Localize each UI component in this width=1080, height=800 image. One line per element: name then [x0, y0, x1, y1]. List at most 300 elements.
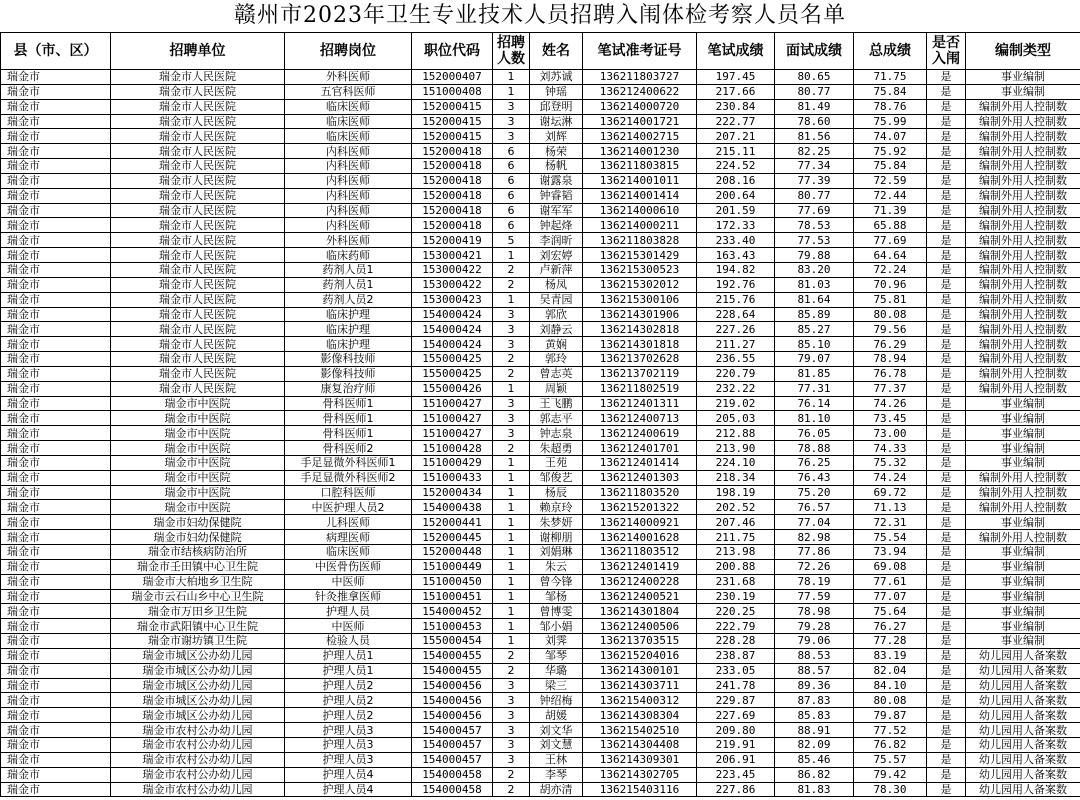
count-cell: 6 [493, 173, 530, 188]
total-score-cell: 76.29 [854, 337, 927, 352]
table-row [1, 485, 1080, 500]
code-cell: 151000433 [412, 470, 493, 485]
staffing-type-cell: 编制外用人控制数 [966, 233, 1080, 248]
total-score-cell: 71.39 [854, 203, 927, 218]
shortlisted-cell: 是 [927, 767, 966, 782]
position-cell: 检验人员 [285, 634, 412, 649]
name-cell: 刘辉 [530, 129, 583, 144]
county-cell: 瑞金市 [1, 530, 111, 545]
county-cell: 瑞金市 [1, 693, 111, 708]
name-cell: 刘文慧 [530, 737, 583, 752]
staffing-type-cell: 编制外用人控制数 [966, 307, 1080, 322]
count-cell: 1 [493, 604, 530, 619]
count-cell: 1 [493, 70, 530, 85]
table-row [1, 515, 1080, 530]
interview-score-cell: 75.20 [775, 485, 854, 500]
unit-cell: 瑞金市城区公办幼儿园 [111, 693, 285, 708]
staffing-type-cell: 幼儿园用人备案数 [966, 693, 1080, 708]
written-score-cell: 219.91 [697, 737, 775, 752]
total-score-cell: 75.84 [854, 159, 927, 174]
code-cell: 154000456 [412, 693, 493, 708]
header-exam-id: 笔试准考证号 [583, 33, 697, 70]
name-cell: 朱云 [530, 559, 583, 574]
code-cell: 151000449 [412, 559, 493, 574]
staffing-type-cell: 编制外用人控制数 [966, 218, 1080, 233]
written-score-cell: 200.88 [697, 559, 775, 574]
written-score-cell: 227.86 [697, 782, 775, 797]
interview-score-cell: 76.05 [775, 426, 854, 441]
name-cell: 谢坛淋 [530, 114, 583, 129]
code-cell: 152000448 [412, 545, 493, 560]
interview-score-cell: 79.88 [775, 248, 854, 263]
table-row [1, 337, 1080, 352]
interview-score-cell: 88.53 [775, 648, 854, 663]
code-cell: 152000418 [412, 159, 493, 174]
exam-id-cell: 136211803727 [583, 70, 697, 85]
name-cell: 王飞鹏 [530, 396, 583, 411]
unit-cell: 瑞金市人民医院 [111, 70, 285, 85]
unit-cell: 瑞金市农村公办幼儿园 [111, 767, 285, 782]
count-cell: 1 [493, 530, 530, 545]
count-cell: 3 [493, 693, 530, 708]
code-cell: 154000452 [412, 604, 493, 619]
exam-id-cell: 136215302012 [583, 277, 697, 292]
exam-id-cell: 136212400228 [583, 574, 697, 589]
written-score-cell: 227.69 [697, 708, 775, 723]
position-cell: 临床护理 [285, 322, 412, 337]
interview-score-cell: 82.09 [775, 737, 854, 752]
code-cell: 151000451 [412, 589, 493, 604]
exam-id-cell: 136212401303 [583, 470, 697, 485]
staffing-type-cell: 编制外用人控制数 [966, 470, 1080, 485]
exam-id-cell: 136215204016 [583, 648, 697, 663]
position-cell: 五官科医师 [285, 84, 412, 99]
interview-score-cell: 81.10 [775, 411, 854, 426]
written-score-cell: 213.90 [697, 441, 775, 456]
exam-id-cell: 136212401414 [583, 455, 697, 470]
shortlisted-cell: 是 [927, 500, 966, 515]
exam-id-cell: 136215301429 [583, 248, 697, 263]
county-cell: 瑞金市 [1, 589, 111, 604]
table-row [1, 114, 1080, 129]
written-score-cell: 233.40 [697, 233, 775, 248]
code-cell: 154000438 [412, 500, 493, 515]
interview-score-cell: 85.27 [775, 322, 854, 337]
written-score-cell: 197.45 [697, 70, 775, 85]
position-cell: 临床医师 [285, 114, 412, 129]
name-cell: 刘霁 [530, 634, 583, 649]
table-row [1, 574, 1080, 589]
position-cell: 护理人员4 [285, 782, 412, 797]
unit-cell: 瑞金市农村公办幼儿园 [111, 752, 285, 767]
table-row [1, 292, 1080, 307]
total-score-cell: 75.32 [854, 455, 927, 470]
written-score-cell: 219.02 [697, 396, 775, 411]
code-cell: 151000429 [412, 455, 493, 470]
total-score-cell: 76.82 [854, 737, 927, 752]
name-cell: 钟志泉 [530, 426, 583, 441]
unit-cell: 瑞金市妇幼保健院 [111, 530, 285, 545]
unit-cell: 瑞金市城区公办幼儿园 [111, 678, 285, 693]
interview-score-cell: 81.85 [775, 366, 854, 381]
code-cell: 154000424 [412, 307, 493, 322]
county-cell: 瑞金市 [1, 203, 111, 218]
code-cell: 154000424 [412, 322, 493, 337]
total-score-cell: 70.96 [854, 277, 927, 292]
exam-id-cell: 136214000720 [583, 99, 697, 114]
table-row [1, 396, 1080, 411]
count-cell: 6 [493, 188, 530, 203]
interview-score-cell: 79.28 [775, 619, 854, 634]
interview-score-cell: 78.98 [775, 604, 854, 619]
total-score-cell: 77.61 [854, 574, 927, 589]
staffing-type-cell: 幼儿园用人备案数 [966, 767, 1080, 782]
header-written-score: 笔试成绩 [697, 33, 775, 70]
county-cell: 瑞金市 [1, 84, 111, 99]
written-score-cell: 222.77 [697, 114, 775, 129]
header-shortlisted: 是否入闱 [927, 33, 966, 70]
table-row [1, 737, 1080, 752]
shortlisted-cell: 是 [927, 114, 966, 129]
county-cell: 瑞金市 [1, 545, 111, 560]
exam-id-cell: 136214308304 [583, 708, 697, 723]
interview-score-cell: 77.86 [775, 545, 854, 560]
position-cell: 护理人员2 [285, 693, 412, 708]
county-cell: 瑞金市 [1, 277, 111, 292]
table-row [1, 277, 1080, 292]
name-cell: 华璐 [530, 663, 583, 678]
count-cell: 6 [493, 159, 530, 174]
shortlisted-cell: 是 [927, 233, 966, 248]
count-cell: 1 [493, 619, 530, 634]
position-cell: 临床护理 [285, 307, 412, 322]
name-cell: 李琴 [530, 767, 583, 782]
shortlisted-cell: 是 [927, 515, 966, 530]
interview-score-cell: 77.04 [775, 515, 854, 530]
header-unit: 招聘单位 [111, 33, 285, 70]
shortlisted-cell: 是 [927, 619, 966, 634]
shortlisted-cell: 是 [927, 589, 966, 604]
unit-cell: 瑞金市城区公办幼儿园 [111, 663, 285, 678]
code-cell: 155000426 [412, 381, 493, 396]
staffing-type-cell: 事业编制 [966, 515, 1080, 530]
exam-id-cell: 136215300106 [583, 292, 697, 307]
exam-id-cell: 136212401419 [583, 559, 697, 574]
name-cell: 刘静云 [530, 322, 583, 337]
total-score-cell: 72.31 [854, 515, 927, 530]
name-cell: 邱登明 [530, 99, 583, 114]
position-cell: 临床护理 [285, 337, 412, 352]
table-row [1, 767, 1080, 782]
written-score-cell: 207.21 [697, 129, 775, 144]
table-row [1, 441, 1080, 456]
total-score-cell: 74.33 [854, 441, 927, 456]
exam-id-cell: 136214302818 [583, 322, 697, 337]
count-cell: 3 [493, 307, 530, 322]
shortlisted-cell: 是 [927, 173, 966, 188]
total-score-cell: 74.07 [854, 129, 927, 144]
code-cell: 152000419 [412, 233, 493, 248]
code-cell: 153000423 [412, 292, 493, 307]
unit-cell: 瑞金市人民医院 [111, 144, 285, 159]
code-cell: 154000424 [412, 337, 493, 352]
code-cell: 152000441 [412, 515, 493, 530]
table-row [1, 248, 1080, 263]
position-cell: 内科医师 [285, 173, 412, 188]
count-cell: 1 [493, 515, 530, 530]
county-cell: 瑞金市 [1, 604, 111, 619]
count-cell: 1 [493, 292, 530, 307]
count-cell: 2 [493, 663, 530, 678]
table-row [1, 84, 1080, 99]
count-cell: 3 [493, 426, 530, 441]
interview-score-cell: 79.06 [775, 634, 854, 649]
unit-cell: 瑞金市人民医院 [111, 159, 285, 174]
unit-cell: 瑞金市人民医院 [111, 173, 285, 188]
staffing-type-cell: 事业编制 [966, 604, 1080, 619]
code-cell: 153000422 [412, 262, 493, 277]
name-cell: 赖京玲 [530, 500, 583, 515]
name-cell: 李润昕 [530, 233, 583, 248]
table-row [1, 708, 1080, 723]
interview-score-cell: 87.83 [775, 693, 854, 708]
position-cell: 护理人员1 [285, 648, 412, 663]
name-cell: 郭欣 [530, 307, 583, 322]
county-cell: 瑞金市 [1, 381, 111, 396]
position-cell: 护理人员3 [285, 723, 412, 738]
unit-cell: 瑞金市农村公办幼儿园 [111, 782, 285, 797]
interview-score-cell: 76.14 [775, 396, 854, 411]
unit-cell: 瑞金市人民医院 [111, 307, 285, 322]
county-cell: 瑞金市 [1, 619, 111, 634]
exam-id-cell: 136215402510 [583, 723, 697, 738]
county-cell: 瑞金市 [1, 678, 111, 693]
written-score-cell: 211.75 [697, 530, 775, 545]
total-score-cell: 75.54 [854, 530, 927, 545]
total-score-cell: 69.72 [854, 485, 927, 500]
written-score-cell: 230.19 [697, 589, 775, 604]
name-cell: 周颖 [530, 381, 583, 396]
count-cell: 1 [493, 455, 530, 470]
table-row [1, 233, 1080, 248]
total-score-cell: 75.64 [854, 604, 927, 619]
unit-cell: 瑞金市城区公办幼儿园 [111, 708, 285, 723]
position-cell: 内科医师 [285, 203, 412, 218]
count-cell: 5 [493, 233, 530, 248]
code-cell: 154000457 [412, 737, 493, 752]
code-cell: 154000457 [412, 723, 493, 738]
shortlisted-cell: 是 [927, 188, 966, 203]
total-score-cell: 77.37 [854, 381, 927, 396]
position-cell: 护理人员3 [285, 737, 412, 752]
interview-score-cell: 76.25 [775, 455, 854, 470]
written-score-cell: 194.82 [697, 262, 775, 277]
total-score-cell: 75.84 [854, 84, 927, 99]
staffing-type-cell: 事业编制 [966, 426, 1080, 441]
count-cell: 3 [493, 322, 530, 337]
code-cell: 151000450 [412, 574, 493, 589]
staffing-type-cell: 编制外用人控制数 [966, 485, 1080, 500]
exam-id-cell: 136212401311 [583, 396, 697, 411]
unit-cell: 瑞金市人民医院 [111, 352, 285, 367]
county-cell: 瑞金市 [1, 663, 111, 678]
position-cell: 护理人员3 [285, 752, 412, 767]
county-cell: 瑞金市 [1, 352, 111, 367]
exam-id-cell: 136215400312 [583, 693, 697, 708]
total-score-cell: 83.19 [854, 648, 927, 663]
written-score-cell: 224.52 [697, 159, 775, 174]
name-cell: 王苑 [530, 455, 583, 470]
total-score-cell: 75.99 [854, 114, 927, 129]
staffing-type-cell: 事业编制 [966, 396, 1080, 411]
interview-score-cell: 85.89 [775, 307, 854, 322]
written-score-cell: 206.91 [697, 752, 775, 767]
code-cell: 151000427 [412, 426, 493, 441]
name-cell: 杨凤 [530, 277, 583, 292]
written-score-cell: 217.66 [697, 84, 775, 99]
name-cell: 吴青园 [530, 292, 583, 307]
county-cell: 瑞金市 [1, 559, 111, 574]
count-cell: 1 [493, 559, 530, 574]
exam-id-cell: 136215300523 [583, 262, 697, 277]
written-score-cell: 202.52 [697, 500, 775, 515]
position-cell: 内科医师 [285, 144, 412, 159]
exam-id-cell: 136214301804 [583, 604, 697, 619]
header-name: 姓名 [530, 33, 583, 70]
unit-cell: 瑞金市人民医院 [111, 248, 285, 263]
code-cell: 152000418 [412, 173, 493, 188]
unit-cell: 瑞金市人民医院 [111, 129, 285, 144]
shortlisted-cell: 是 [927, 559, 966, 574]
total-score-cell: 74.26 [854, 396, 927, 411]
exam-id-cell: 136215201322 [583, 500, 697, 515]
table-row [1, 426, 1080, 441]
county-cell: 瑞金市 [1, 737, 111, 752]
interview-score-cell: 81.56 [775, 129, 854, 144]
written-score-cell: 213.98 [697, 545, 775, 560]
table-row [1, 144, 1080, 159]
staffing-type-cell: 事业编制 [966, 574, 1080, 589]
exam-id-cell: 136214309301 [583, 752, 697, 767]
header-position: 招聘岗位 [285, 33, 412, 70]
header-county: 县（市、区） [1, 33, 111, 70]
staffing-type-cell: 编制外用人控制数 [966, 129, 1080, 144]
table-row [1, 648, 1080, 663]
name-cell: 郭玲 [530, 352, 583, 367]
position-cell: 护理人员2 [285, 678, 412, 693]
unit-cell: 瑞金市中医院 [111, 455, 285, 470]
interview-score-cell: 80.65 [775, 70, 854, 85]
count-cell: 3 [493, 114, 530, 129]
shortlisted-cell: 是 [927, 455, 966, 470]
code-cell: 154000457 [412, 752, 493, 767]
total-score-cell: 75.57 [854, 752, 927, 767]
exam-id-cell: 136214303711 [583, 678, 697, 693]
code-cell: 153000421 [412, 248, 493, 263]
header-total-score: 总成绩 [854, 33, 927, 70]
county-cell: 瑞金市 [1, 99, 111, 114]
written-score-cell: 209.80 [697, 723, 775, 738]
exam-id-cell: 136214304408 [583, 737, 697, 752]
written-score-cell: 218.34 [697, 470, 775, 485]
code-cell: 155000454 [412, 634, 493, 649]
header-count: 招聘人数 [493, 33, 530, 70]
count-cell: 1 [493, 574, 530, 589]
shortlisted-cell: 是 [927, 441, 966, 456]
interview-score-cell: 80.77 [775, 188, 854, 203]
staffing-type-cell: 事业编制 [966, 455, 1080, 470]
county-cell: 瑞金市 [1, 248, 111, 263]
written-score-cell: 233.05 [697, 663, 775, 678]
written-score-cell: 220.79 [697, 366, 775, 381]
total-score-cell: 71.75 [854, 70, 927, 85]
shortlisted-cell: 是 [927, 545, 966, 560]
position-cell: 骨科医师2 [285, 441, 412, 456]
exam-id-cell: 136211803815 [583, 159, 697, 174]
exam-id-cell: 136214002715 [583, 129, 697, 144]
table-row [1, 381, 1080, 396]
interview-score-cell: 78.53 [775, 218, 854, 233]
county-cell: 瑞金市 [1, 396, 111, 411]
county-cell: 瑞金市 [1, 485, 111, 500]
table-row [1, 663, 1080, 678]
written-score-cell: 208.16 [697, 173, 775, 188]
code-cell: 151000453 [412, 619, 493, 634]
total-score-cell: 71.13 [854, 500, 927, 515]
staffing-type-cell: 幼儿园用人备案数 [966, 678, 1080, 693]
name-cell: 郭志平 [530, 411, 583, 426]
interview-score-cell: 78.88 [775, 441, 854, 456]
position-cell: 中医师 [285, 619, 412, 634]
name-cell: 刘苏诚 [530, 70, 583, 85]
position-cell: 中医师 [285, 574, 412, 589]
table-row [1, 530, 1080, 545]
total-score-cell: 73.45 [854, 411, 927, 426]
exam-id-cell: 136211803520 [583, 485, 697, 500]
staffing-type-cell: 幼儿园用人备案数 [966, 782, 1080, 797]
exam-id-cell: 136213702628 [583, 352, 697, 367]
count-cell: 3 [493, 411, 530, 426]
unit-cell: 瑞金市人民医院 [111, 233, 285, 248]
shortlisted-cell: 是 [927, 663, 966, 678]
table-row [1, 782, 1080, 797]
total-score-cell: 82.04 [854, 663, 927, 678]
county-cell: 瑞金市 [1, 515, 111, 530]
name-cell: 刘娟琳 [530, 545, 583, 560]
shortlisted-cell: 是 [927, 70, 966, 85]
staffing-type-cell: 编制外用人控制数 [966, 381, 1080, 396]
name-cell: 钟瑶 [530, 84, 583, 99]
county-cell: 瑞金市 [1, 708, 111, 723]
staffing-type-cell: 事业编制 [966, 559, 1080, 574]
count-cell: 1 [493, 248, 530, 263]
interview-score-cell: 77.59 [775, 589, 854, 604]
staffing-type-cell: 编制外用人控制数 [966, 292, 1080, 307]
county-cell: 瑞金市 [1, 574, 111, 589]
shortlisted-cell: 是 [927, 426, 966, 441]
name-cell: 胡亦清 [530, 782, 583, 797]
county-cell: 瑞金市 [1, 262, 111, 277]
position-cell: 护理人员2 [285, 708, 412, 723]
unit-cell: 瑞金市妇幼保健院 [111, 515, 285, 530]
header-code: 职位代码 [412, 33, 493, 70]
code-cell: 151000408 [412, 84, 493, 99]
interview-score-cell: 88.91 [775, 723, 854, 738]
shortlisted-cell: 是 [927, 678, 966, 693]
written-score-cell: 229.87 [697, 693, 775, 708]
unit-cell: 瑞金市人民医院 [111, 277, 285, 292]
exam-id-cell: 136212401701 [583, 441, 697, 456]
